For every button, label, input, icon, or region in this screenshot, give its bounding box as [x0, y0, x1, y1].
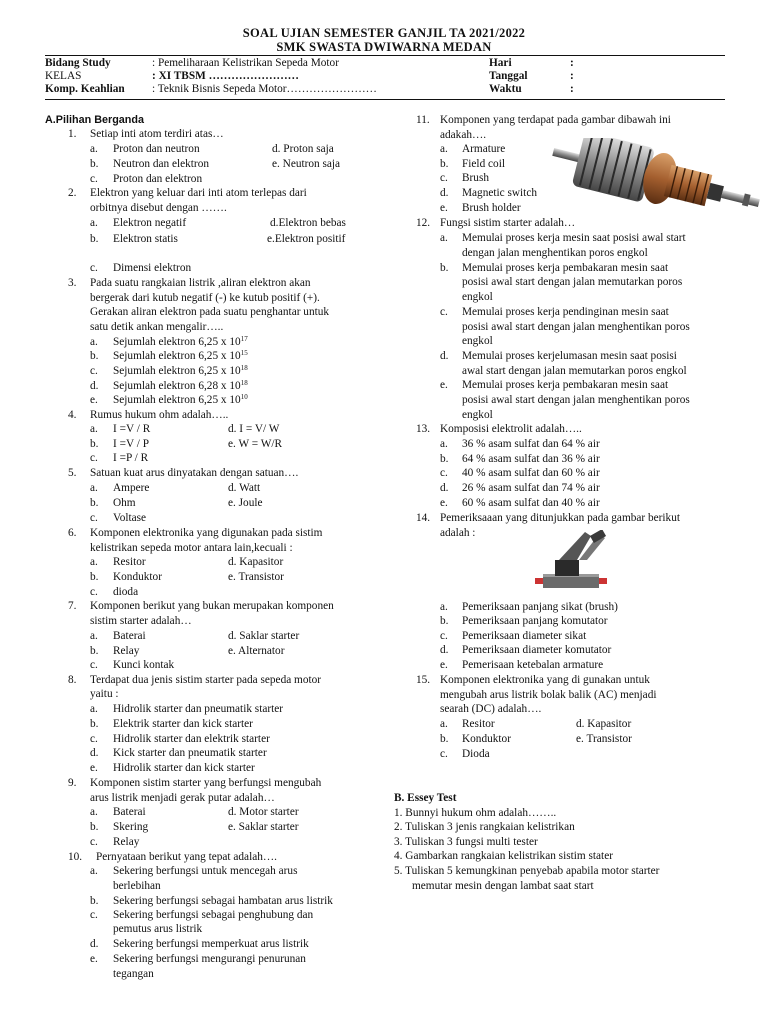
q6-text-2: kelistrikan sepeda motor antara lain,kecuali :	[90, 542, 293, 554]
q3-c: Sejumlah elektron 6,25 x $10^{18}$	[113, 364, 248, 377]
header-row-class: KELAS : XI TBSM …………………… Tanggal :	[45, 70, 574, 82]
q4-c: I =P / R	[113, 452, 149, 464]
brush-measurement-image	[535, 530, 615, 596]
q6-text-1: Komponen elektronika yang digunakan pada sistim	[90, 527, 323, 539]
q15-a: Resitor	[462, 718, 495, 730]
essay-item-2: 2. Tuliskan 3 jenis rangkaian kelistrikan	[394, 821, 575, 833]
q14-e-label: e.	[440, 659, 448, 671]
q14-d: Pemeriksaan diameter komutator	[462, 644, 612, 656]
q1-text: Setiap inti atom terdiri atas…	[90, 128, 224, 140]
q9-c-label: c.	[90, 836, 98, 848]
q12-b-3: engkol	[462, 291, 493, 303]
q15-a-label: a.	[440, 718, 448, 730]
q7-e: e. Alternator	[228, 645, 285, 657]
q12-d-1: Memulai proses kerjelumasan mesin saat posisi	[462, 350, 677, 362]
q10-a-label: a.	[90, 865, 98, 877]
essay-item-4: 4. Gambarkan rangkaian kelistrikan sistim stater	[394, 850, 613, 862]
q6-c: dioda	[113, 586, 139, 598]
q7-b-label: b.	[90, 645, 99, 657]
q14-b: Pemeriksaan panjang komutator	[462, 615, 608, 627]
q2-text-1: Elektron yang keluar dari inti atom terlepas dari	[90, 187, 307, 199]
q1-b: Neutron dan elektron	[113, 158, 209, 170]
q4-a: I =V / R	[113, 423, 151, 435]
q3-d-exponent: 18	[240, 379, 248, 387]
q14-number: 14.	[416, 512, 431, 524]
q12-e-label: e.	[440, 379, 448, 391]
q9-text-1: Komponen sistim starter yang berfungsi mengubah	[90, 777, 322, 789]
q2-a-label: a.	[90, 217, 98, 229]
q8-b: Elektrik starter dan kick starter	[113, 718, 253, 730]
q4-text: Rumus hukum ohm adalah…..	[90, 409, 229, 421]
q12-b-label: b.	[440, 262, 449, 274]
q9-e: e. Saklar starter	[228, 821, 299, 833]
q5-number: 5.	[68, 467, 77, 479]
q2-number: 2.	[68, 187, 77, 199]
q15-text-3: searah (DC) adalah….	[440, 703, 542, 715]
q2-text-2: orbitnya disebut dengan …….	[90, 202, 227, 214]
q3-text-1: Pada suatu rangkaian listrik ,aliran elektron akan	[90, 277, 311, 289]
q10-number: 10.	[68, 851, 83, 863]
right-column	[390, 0, 768, 1024]
q7-b: Relay	[113, 645, 140, 657]
q6-number: 6.	[68, 527, 77, 539]
q2-c-label: c.	[90, 262, 98, 274]
q13-e-label: e.	[440, 497, 448, 509]
q7-c: Kunci kontak	[113, 659, 175, 671]
school-name: SMK SWASTA DWIWARNA MEDAN	[276, 40, 492, 54]
q3-a-label: a.	[90, 336, 98, 348]
q3-e-label: e.	[90, 394, 98, 406]
q12-c-label: c.	[440, 306, 448, 318]
q10-e-1: Sekering berfungsi mengurangi penurunan	[113, 953, 306, 965]
q3-b: Sejumlah elektron 6,25 x $10^{15}$	[113, 349, 248, 362]
q6-d: d. Kapasitor	[228, 556, 284, 568]
q7-text-2: sistim starter adalah…	[90, 615, 192, 627]
q13-b-label: b.	[440, 453, 449, 465]
q12-number: 12.	[416, 217, 431, 229]
q6-a-label: a.	[90, 556, 98, 568]
q1-a-label: a.	[90, 143, 98, 155]
q3-c-exponent: 18	[240, 364, 248, 372]
q12-a-label: a.	[440, 232, 448, 244]
q5-e: e. Joule	[228, 497, 263, 509]
q8-d: Kick starter dan pneumatik starter	[113, 747, 267, 759]
q15-d: d. Kapasitor	[576, 718, 632, 730]
q4-a-label: a.	[90, 423, 98, 435]
q10-a-2: berlebihan	[113, 880, 161, 892]
q11-c-label: c.	[440, 172, 448, 184]
essay-item-3: 3. Tuliskan 3 fungsi multi tester	[394, 836, 538, 848]
q3-b-exponent: 15	[240, 349, 248, 357]
q1-c-label: c.	[90, 173, 98, 185]
essay-item-5: 5. Tuliskan 5 kemungkinan penyebab apabila motor starter	[394, 865, 660, 877]
q2-c: Dimensi elektron	[113, 262, 192, 274]
q3-text-4: satu detik ankan mengalir…..	[90, 321, 224, 333]
q10-e-label: e.	[90, 953, 98, 965]
q4-number: 4.	[68, 409, 77, 421]
armature-image	[548, 138, 768, 220]
q9-text-2: arus listrik menjadi gerak putar adalah…	[90, 792, 275, 804]
q14-c: Pemeriksaan diameter sikat	[462, 630, 587, 642]
q13-c-label: c.	[440, 467, 448, 479]
q6-a: Resitor	[113, 556, 146, 568]
q12-b-1: Memulai proses kerja pembakaran mesin saat	[462, 262, 669, 274]
q8-a: Hidrolik starter dan pneumatik starter	[113, 703, 284, 715]
q5-b: Ohm	[113, 497, 136, 509]
q14-a-label: a.	[440, 601, 448, 613]
q4-b: I =V / P	[113, 438, 149, 450]
q3-a-exponent: 17	[240, 335, 248, 343]
q6-c-label: c.	[90, 586, 98, 598]
q3-text-2: bergerak dari kutub negatif (-) ke kutub positif (+).	[90, 292, 320, 304]
q11-b-label: b.	[440, 158, 449, 170]
q5-b-label: b.	[90, 497, 99, 509]
q9-a: Baterai	[113, 806, 146, 818]
q11-d-label: d.	[440, 187, 449, 199]
q1-a: Proton dan neutron	[113, 143, 200, 155]
q11-d: Magnetic switch	[462, 187, 537, 199]
q15-b-label: b.	[440, 733, 449, 745]
q4-c-label: c.	[90, 452, 98, 464]
q11-a: Armature	[462, 143, 506, 155]
q6-b: Konduktor	[113, 571, 162, 583]
q12-c-1: Memulai proses kerja pendinginan mesin saat	[462, 306, 669, 318]
exam-title: SOAL UJIAN SEMESTER GANJIL TA 2021/2022	[242, 26, 526, 40]
q3-b-label: b.	[90, 350, 99, 362]
q2-e: e.Elektron positif	[267, 233, 346, 245]
q10-c-label: c.	[90, 909, 98, 921]
essay-item-5-cont: memutar mesin dengan lambat saat start	[412, 880, 594, 892]
q13-c: 40 % asam sulfat dan 60 % air	[462, 467, 600, 479]
q2-a: Elektron negatif	[113, 217, 187, 229]
q15-text-2: mengubah arus listrik bolak balik (AC) menjadi	[440, 689, 657, 701]
q3-e-exponent: 10	[240, 393, 248, 401]
q11-e-label: e.	[440, 202, 448, 214]
q2-b: Elektron statis	[113, 233, 178, 245]
q12-d-2: awal start dengan jalan memutarkan poros engkol	[462, 365, 687, 377]
q8-text-1: Terdapat dua jenis sistim starter pada sepeda motor	[90, 674, 322, 686]
section-b-heading: B. Essey Test	[394, 792, 457, 804]
header-row-competency: Komp. Keahlian : Teknik Bisnis Sepeda Motor…………………… Waktu :	[45, 83, 574, 95]
q10-text: Pernyataan berikut yang tepat adalah….	[96, 851, 277, 863]
q5-a: Ampere	[113, 482, 150, 494]
q7-c-label: c.	[90, 659, 98, 671]
q10-c-1: Sekering berfungsi sebagai penghubung dan	[113, 909, 314, 921]
q9-b-label: b.	[90, 821, 99, 833]
q15-e: e. Transistor	[576, 733, 632, 745]
q11-text-1: Komponen yang terdapat pada gambar dibawah ini	[440, 114, 671, 126]
q12-e-1: Memulai proses kerja pembakaran mesin saat	[462, 379, 669, 391]
q15-c: Dioda	[462, 748, 490, 760]
q13-b: 64 % asam sulfat dan 36 % air	[462, 453, 600, 465]
q14-a: Pemeriksaan panjang sikat (brush)	[462, 601, 618, 613]
q10-d: Sekering berfungsi memperkuat arus listrik	[113, 938, 309, 950]
q11-e: Brush holder	[462, 202, 521, 214]
q12-e-2: posisi awal start dengan jalan menghentikan poros	[462, 394, 690, 406]
q4-d: d. I = V/ W	[228, 423, 280, 435]
q5-text: Satuan kuat arus dinyatakan dengan satuan….	[90, 467, 299, 479]
q8-e: Hidrolik starter dan kick starter	[113, 762, 255, 774]
q14-d-label: d.	[440, 644, 449, 656]
q15-text-1: Komponen elektronika yang di gunakan untuk	[440, 674, 650, 686]
q11-text-2: adakah….	[440, 129, 487, 141]
q9-d: d. Motor starter	[228, 806, 299, 818]
q8-c: Hidrolik starter dan elektrik starter	[113, 733, 270, 745]
q13-d-label: d.	[440, 482, 449, 494]
q10-a-1: Sekering berfungsi untuk mencegah arus	[113, 865, 298, 877]
essay-item-1: 1. Bunnyi hukum ohm adalah……..	[394, 807, 557, 819]
q13-a-label: a.	[440, 438, 448, 450]
q3-text-3: Gerakan aliran elektron pada suatu penghantar untuk	[90, 306, 330, 318]
q8-b-label: b.	[90, 718, 99, 730]
q8-c-label: c.	[90, 733, 98, 745]
q8-e-label: e.	[90, 762, 98, 774]
q6-e: e. Transistor	[228, 571, 284, 583]
q15-c-label: c.	[440, 748, 448, 760]
q1-c: Proton dan elektron	[113, 173, 203, 185]
q1-b-label: b.	[90, 158, 99, 170]
q7-a: Baterai	[113, 630, 146, 642]
q8-a-label: a.	[90, 703, 98, 715]
header-row-subject: Bidang Study : Pemeliharaan Kelistrikan Sepeda Motor Hari :	[45, 57, 574, 69]
q3-e: Sejumlah elektron 6,25 x $10^{10}$	[113, 393, 248, 406]
q1-e: e. Neutron saja	[272, 158, 341, 170]
q12-c-3: engkol	[462, 335, 493, 347]
q9-c: Relay	[113, 836, 140, 848]
q12-a-1: Memulai proses kerja mesin saat posisi awal start	[462, 232, 686, 244]
q7-d: d. Saklar starter	[228, 630, 300, 642]
q2-b-label: b.	[90, 233, 99, 245]
q12-c-2: posisi awal start dengan jalan menghentikan poros	[462, 321, 690, 333]
q12-d-label: d.	[440, 350, 449, 362]
q8-number: 8.	[68, 674, 77, 686]
q13-number: 13.	[416, 423, 431, 435]
q10-b-label: b.	[90, 895, 99, 907]
q3-c-label: c.	[90, 365, 98, 377]
q3-d: Sejumlah elektron 6,28 x $10^{18}$	[113, 379, 248, 392]
q6-b-label: b.	[90, 571, 99, 583]
q12-b-2: posisi awal start dengan jalan memutarkan poros	[462, 276, 683, 288]
q1-d: d. Proton saja	[272, 143, 334, 155]
q15-b: Konduktor	[462, 733, 511, 745]
q14-text-2: adalah :	[440, 527, 476, 539]
q11-number: 11.	[416, 114, 430, 126]
q13-e: 60 % asam sulfat dan 40 % air	[462, 497, 600, 509]
q5-c: Voltase	[113, 512, 147, 524]
q10-b: Sekering berfungsi sebagai hambatan arus listrik	[113, 895, 333, 907]
q13-d: 26 % asam sulfat dan 74 % air	[462, 482, 600, 494]
q7-text-1: Komponen berikut yang bukan merupakan komponen	[90, 600, 334, 612]
q9-b: Skering	[113, 821, 149, 833]
q11-a-label: a.	[440, 143, 448, 155]
q1-number: 1.	[68, 128, 77, 140]
q3-number: 3.	[68, 277, 77, 289]
q7-number: 7.	[68, 600, 77, 612]
q10-e-2: tegangan	[113, 968, 154, 980]
q5-c-label: c.	[90, 512, 98, 524]
section-a-heading: A.Pilihan Berganda	[45, 114, 144, 126]
q9-a-label: a.	[90, 806, 98, 818]
q14-c-label: c.	[440, 630, 448, 642]
q12-text: Fungsi sistim starter adalah…	[440, 217, 576, 229]
q13-a: 36 % asam sulfat dan 64 % air	[462, 438, 600, 450]
q11-b: Field coil	[462, 158, 505, 170]
q8-d-label: d.	[90, 747, 99, 759]
q14-text-1: Pemeriksaaan yang ditunjukkan pada gambar berikut	[440, 512, 680, 524]
q4-b-label: b.	[90, 438, 99, 450]
q2-d: d.Elektron bebas	[270, 217, 346, 229]
q3-a: Sejumlah elektron 6,25 x $10^{17}$	[113, 335, 248, 348]
q12-e-3: engkol	[462, 409, 493, 421]
q4-e: e. W = W/R	[228, 438, 283, 450]
q13-text: Komposisi elektrolit adalah…..	[440, 423, 582, 435]
q14-b-label: b.	[440, 615, 449, 627]
q5-a-label: a.	[90, 482, 98, 494]
q14-e: Pemerisaan ketebalan armature	[462, 659, 604, 671]
q3-d-label: d.	[90, 380, 99, 392]
q5-d: d. Watt	[228, 482, 261, 494]
q12-a-2: dengan jalan menghentikan poros engkol	[462, 247, 648, 259]
q11-c: Brush	[462, 172, 489, 184]
q9-number: 9.	[68, 777, 77, 789]
q10-c-2: pemutus arus listrik	[113, 923, 203, 935]
q10-d-label: d.	[90, 938, 99, 950]
q15-number: 15.	[416, 674, 431, 686]
q8-text-2: yaitu :	[90, 688, 119, 700]
q7-a-label: a.	[90, 630, 98, 642]
